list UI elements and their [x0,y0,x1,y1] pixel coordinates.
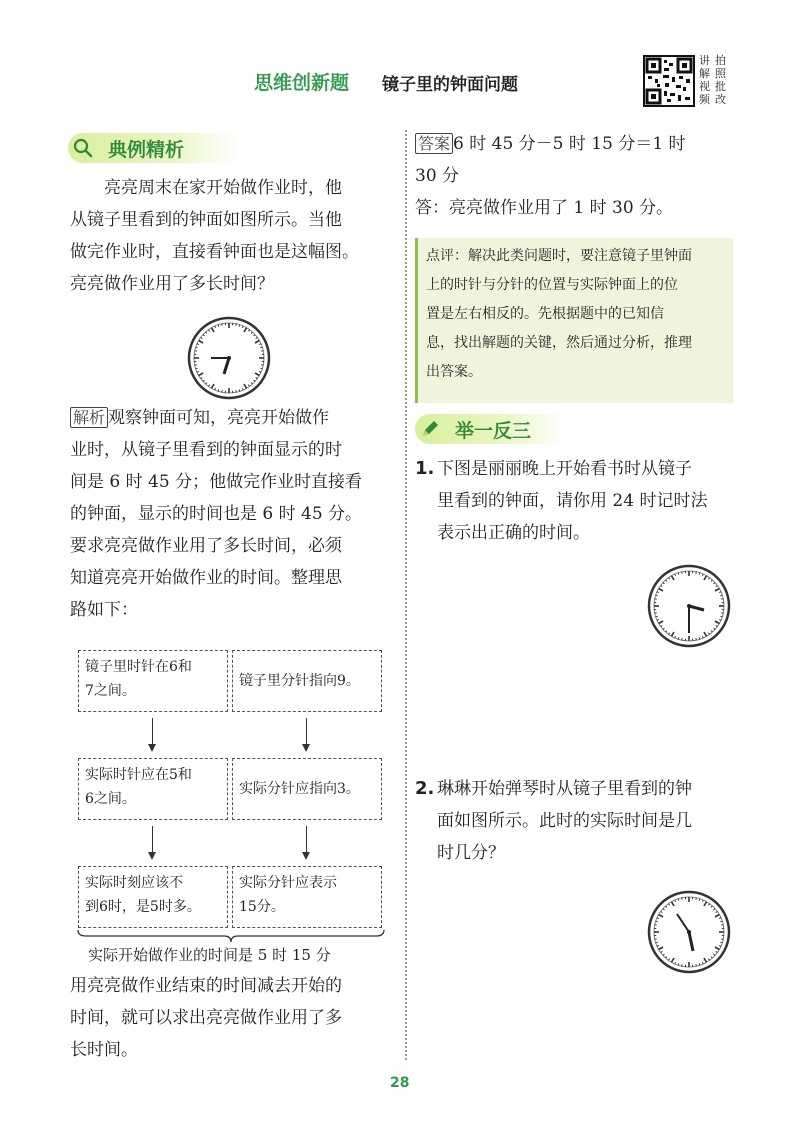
example-section-title: 典例精析 [108,138,185,161]
flow-arrow [152,718,153,750]
clock-tick [239,325,240,327]
flow-box-actual-hour [78,758,228,820]
flow-box-line: 15分。 [239,899,285,915]
answer-line: 30 分 [415,166,460,186]
flow-box-line: 到6时，是5时多。 [85,899,201,915]
qr-label-char: 解 [699,67,710,80]
clock-tick [678,573,679,575]
problem-line: 亮亮做作业用了多长时间？ [70,274,274,294]
clock-tick [720,616,722,617]
clock-tick [699,573,700,575]
flow-brace [76,928,386,944]
practice-section-header [415,414,565,444]
flow-arrow [306,826,307,858]
column-divider [405,130,407,1060]
analysis-line: 观察钟面可知，亮亮开始做作 [108,408,330,428]
example-answer [415,128,745,224]
problem-line: 从镜子里看到的钟面如图所示。当他 [70,210,342,230]
clock-tick [720,942,722,943]
qr-label-char: 改 [715,93,726,106]
example-section-header [68,133,238,163]
clock-tick [699,899,700,901]
clock-tick [656,595,658,596]
page-number: 28 [390,1075,410,1091]
question-line: 表示出正确的时间。 [437,523,590,543]
category-title: 思维创新题 [254,72,350,94]
question-line: 里看到的钟面，请你用 24 时记时法 [437,491,708,511]
answer-line: 6 时 45 分－5 时 15 分＝1 时 [453,134,686,154]
flow-box-line: 镜子里时针在6和 [85,659,192,675]
flow-arrow [306,718,307,750]
flow-arrow [152,826,153,858]
qr-label-char: 拍 [715,54,726,67]
clock-tick [218,389,219,391]
clock-tick [196,368,198,369]
closing-line: 时间，就可以求出亮亮做作业用了多 [70,1008,342,1028]
flow-box-line: 实际时针应在5和 [85,767,192,783]
qr-label-char: 批 [715,80,726,93]
example-closing [70,970,400,1066]
clock-tick [656,942,658,943]
clock-tick [239,389,240,391]
topic-title: 镜子里的钟面问题 [382,75,518,95]
clock-tick [678,637,679,639]
closing-line: 长时间。 [70,1040,138,1060]
qr-label [699,54,729,106]
analysis-line: 间是 6 时 45 分；他做完作业时直接看 [70,472,363,492]
analysis-line: 路如下： [70,600,138,620]
flow-box-line: 实际分针应指向3。 [239,781,360,797]
question-line: 琳琳开始弹琴时从镜子里看到的钟 [437,779,692,799]
flow-conclusion: 实际开始做作业的时间是 5 时 15 分 [88,946,331,964]
clock-tick [720,595,722,596]
question-line: 面如图所示。此时的实际时间是几 [437,811,692,831]
practice-clock-1-figure [646,563,732,649]
practice-section-title: 举一反三 [455,419,532,442]
example-clock-figure [186,315,272,401]
problem-line: 亮亮周末在家开始做作业时，他 [104,178,342,198]
clock-tick [720,921,722,922]
flow-box-mirror-hour [78,650,228,712]
clock-tick [699,637,700,639]
flow-box-line: 镜子里分针指向9。 [239,673,360,689]
analysis-tag: 解析 [70,407,108,428]
clock-tick [656,616,658,617]
question-line: 下图是丽丽晚上开始看书时从镜子 [437,459,692,479]
practice-clock-2-figure [646,889,732,975]
clock-tick [678,899,679,901]
pencil-icon [415,414,445,444]
analysis-line: 要求亮亮做作业用了多长时间，必须 [70,536,342,556]
analysis-line: 知道亮亮开始做作业的时间。整理思 [70,568,342,588]
commentary-line: 息，找出解题的关键，然后通过分析，推理 [426,335,692,351]
commentary-line: 置是左右相反的。先根据题中的已知信 [426,306,664,322]
clock-tick [656,921,658,922]
answer-statement: 答：亮亮做作业用了 1 时 30 分。 [415,198,674,218]
clock-tick [260,347,262,348]
analysis-line: 的钟面，显示的时间也是 6 时 45 分。 [70,504,363,524]
flow-box-actual-time [78,866,228,928]
qr-label-char: 讲 [699,54,710,67]
commentary-line: 出答案。 [426,364,482,380]
practice-question-1 [415,453,745,549]
question-number: 2. [415,778,435,799]
question-number: 1. [415,458,435,479]
flow-box-line: 实际分针应表示 [239,875,337,891]
qr-label-char: 频 [699,93,710,106]
commentary-line: 点评：解决此类问题时，要注意镜子里钟面 [426,248,692,264]
analysis-line: 业时，从镜子里看到的钟面显示的时 [70,440,342,460]
example-problem [70,172,400,300]
answer-tag: 答案 [415,133,453,154]
flow-box-line: 实际时刻应该不 [85,875,183,891]
qr-label-char: 视 [699,80,710,93]
flow-box-line: 6之间。 [85,791,136,807]
commentary-line: 上的时针与分针的位置与实际钟面上的位 [426,277,678,293]
clock-tick [196,347,198,348]
clock-tick [678,963,679,965]
flow-box-actual-minute [232,758,382,820]
flow-box-mirror-minute [232,650,382,712]
problem-line: 做完作业时，直接看钟面也是这幅图。 [70,242,359,262]
qr-code-icon[interactable] [643,55,695,107]
magnifier-icon [68,133,98,163]
clock-tick [699,963,700,965]
commentary-box [415,238,733,403]
qr-label-char: 照 [715,67,726,80]
clock-tick [260,368,262,369]
flow-box-line: 7之间。 [85,683,136,699]
closing-line: 用亮亮做作业结束的时间减去开始的 [70,976,342,996]
flow-box-actual-minutes [232,866,382,928]
clock-tick [218,325,219,327]
question-line: 时几分？ [437,843,505,863]
example-analysis [70,402,400,626]
practice-question-2 [415,773,745,869]
